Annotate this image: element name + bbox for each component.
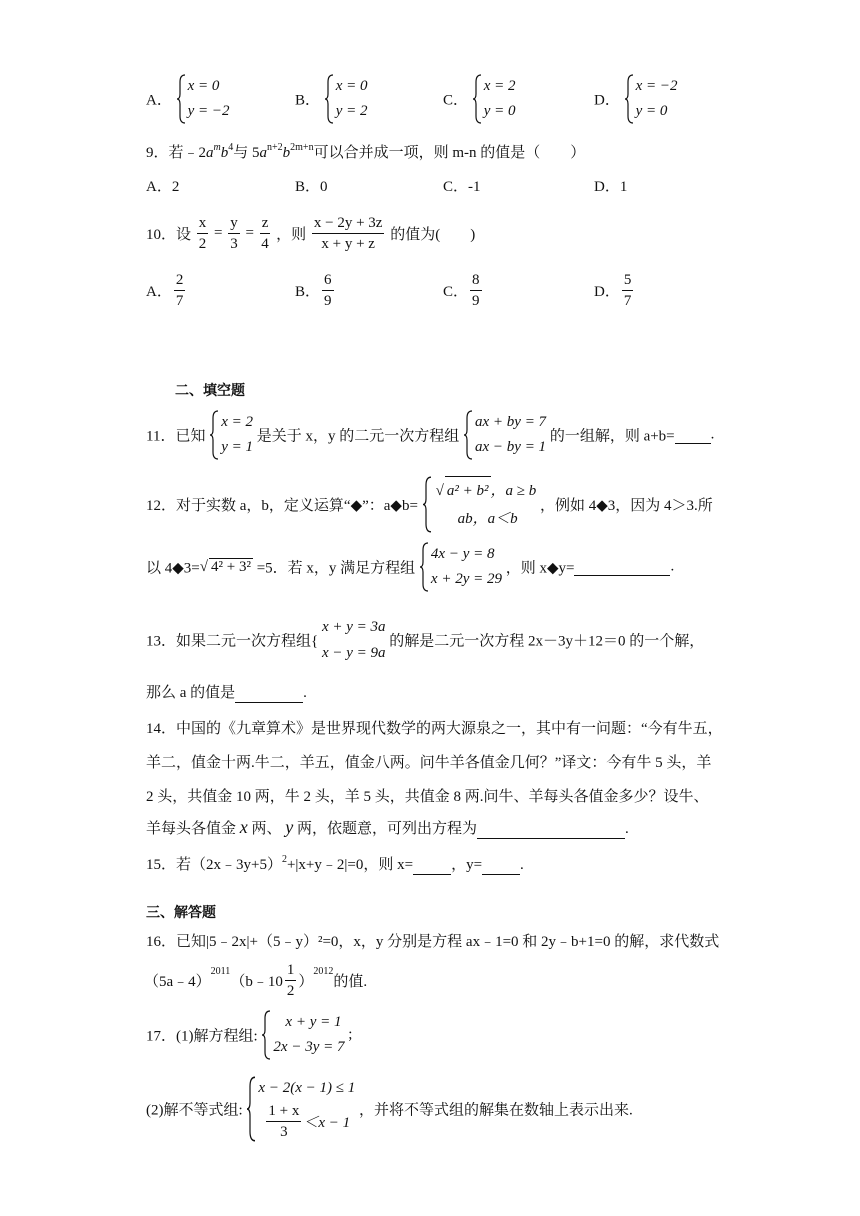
answer-blank[interactable] (574, 558, 670, 576)
brace-icon (209, 410, 219, 460)
fraction: $\frac{x}{2}$ (198, 215, 207, 252)
q8-option-b (295, 74, 368, 124)
question-17-part-1: 17．(1)解方程组: x + y = 1 2x − 3y = 7 ; (146, 1010, 352, 1060)
fraction: $\frac{x - 2y + 3z}{x + y + z}$ (313, 215, 383, 252)
question-16-line-1: 16．已知|5﹣2x|+（5﹣y）²=0，x，y 分别是方程 ax﹣1=0 和 2y﹣b+1=0 的解，求代数式 (146, 934, 720, 950)
equation-system: 4x − y = 8 x + 2y = 29 (419, 542, 502, 592)
question-14-line-2: 羊二，值金十两.牛二，羊五，值金八两。问牛羊各值金几何？”译文：今有牛 5 头，羊 (146, 755, 712, 771)
brace-icon (261, 1010, 271, 1060)
option-label: B． (295, 92, 321, 109)
equation-system: x = 0 y = −2 (176, 74, 230, 124)
q8-option-a (146, 74, 230, 124)
brace-icon (463, 410, 473, 460)
q9-option-d: D．1 (594, 179, 628, 195)
q8-option-d (594, 74, 678, 124)
answer-blank[interactable] (235, 685, 303, 703)
equation-system: x + y = 1 2x − 3y = 7 (261, 1010, 344, 1060)
brace-icon (422, 476, 432, 533)
option-label: C． (443, 92, 469, 109)
equation-system: x = 2 y = 1 (209, 410, 253, 460)
section-heading-solve: 三、解答题 (146, 905, 216, 921)
fraction: $\frac{y}{3}$ (230, 215, 238, 252)
question-12: 12．对于实数 a，b，定义运算“◆”：a◆b= √ a² + b² ，a ≥ b ab，a＜b ，例如 4◆3，因为 4＞3.所 (146, 476, 713, 533)
question-16-line-2: （5a﹣4）$^{2011}$（b﹣10 $\frac{1}{2}$ ）$^{2012}$的值. (144, 962, 368, 999)
q9-option-b: B．0 (295, 179, 328, 195)
piecewise-definition: √ a² + b² ，a ≥ b ab，a＜b (422, 476, 537, 533)
question-13-line-2: 那么 a 的值是 . (146, 685, 307, 701)
equation-system: x = 2 y = 0 (472, 74, 516, 124)
question-10: 10．设 $\frac{x}{2}$ = $\frac{y}{3}$ = $\frac{z}{4}$ ，则 $\frac{x - 2y + 3z}{x + y + z}$ 的值为( ) (146, 215, 476, 252)
fraction: $\frac{z}{4}$ (261, 215, 269, 252)
question-12-line-2: 以 4◆3=√ 4² + 3² =5．若 x，y 满足方程组 4x − y = 8 x + 2y = 29 ，则 x◆y= . (146, 542, 674, 592)
question-15: 15．若（2x﹣3y+5）$^2$+|x+y﹣2|=0，则 x= ，y= . (146, 854, 524, 873)
option-label: D． (594, 92, 620, 109)
equation-system: x = 0 y = 2 (324, 74, 368, 124)
equation-system: x = −2 y = 0 (624, 74, 678, 124)
inequality-system: x − 2(x − 1) ≤ 1 $\frac{1 + x}{3}$ ＜x − 1 (246, 1076, 355, 1142)
brace-icon (176, 74, 186, 124)
question-11: 11．已知 x = 2 y = 1 是关于 x，y 的二元一次方程组 ax + by = 7 ax − by = 1 的一组解，则 a+b= . (146, 410, 714, 460)
question-14-line-3: 2 头，共值金 10 两，牛 2 头，羊 5 头，共值金 8 两.问牛、羊每头各值金多少？设牛、 (146, 789, 709, 805)
q9-option-a: A．2 (146, 179, 180, 195)
question-14-line-4: 羊每头各值金 x 两、 y 两，依题意，可列出方程为 . (146, 817, 629, 837)
q10-option-b: B． $\frac{6}{9}$ (295, 272, 332, 309)
answer-blank-x[interactable] (413, 857, 451, 875)
section-heading-fill-in: 二、填空题 (175, 383, 245, 399)
answer-blank[interactable] (675, 426, 711, 444)
question-17-part-2: (2)解不等式组: x − 2(x − 1) ≤ 1 $\frac{1 + x}{3}$ ＜x − 1 ，并将不等式组的解集在数轴上表示出来. (146, 1076, 633, 1142)
question-14-line-1: 14．中国的《九章算术》是世界现代数学的两大源泉之一，其中有一问题：“今有牛五， (146, 721, 723, 737)
question-13: 13．如果二元一次方程组{ x + y = 3a x − y = 9a 的解是二元一次方程 2x－3y＋12＝0 的一个解， (146, 619, 705, 661)
brace-icon (624, 74, 634, 124)
answer-blank[interactable] (477, 821, 625, 839)
q10-option-a: A． $\frac{2}{7}$ (146, 272, 184, 309)
brace-icon (472, 74, 482, 124)
q8-option-c (443, 74, 516, 124)
equation-system: ax + by = 7 ax − by = 1 (463, 410, 546, 460)
answer-blank-y[interactable] (482, 857, 520, 875)
brace-icon (246, 1076, 256, 1142)
option-label: A． (146, 92, 172, 109)
question-9: 9．若$﹣2a^mb^4$与 $5a^{n+2}b^{2m+n}$可以合并成一项，则 m-n 的值是（ ） (146, 142, 586, 161)
brace-icon (419, 542, 429, 592)
brace-icon (324, 74, 334, 124)
q9-option-c: C．-1 (443, 179, 481, 195)
q10-option-d: D． $\frac{5}{7}$ (594, 272, 632, 309)
q10-option-c: C． $\frac{8}{9}$ (443, 272, 480, 309)
